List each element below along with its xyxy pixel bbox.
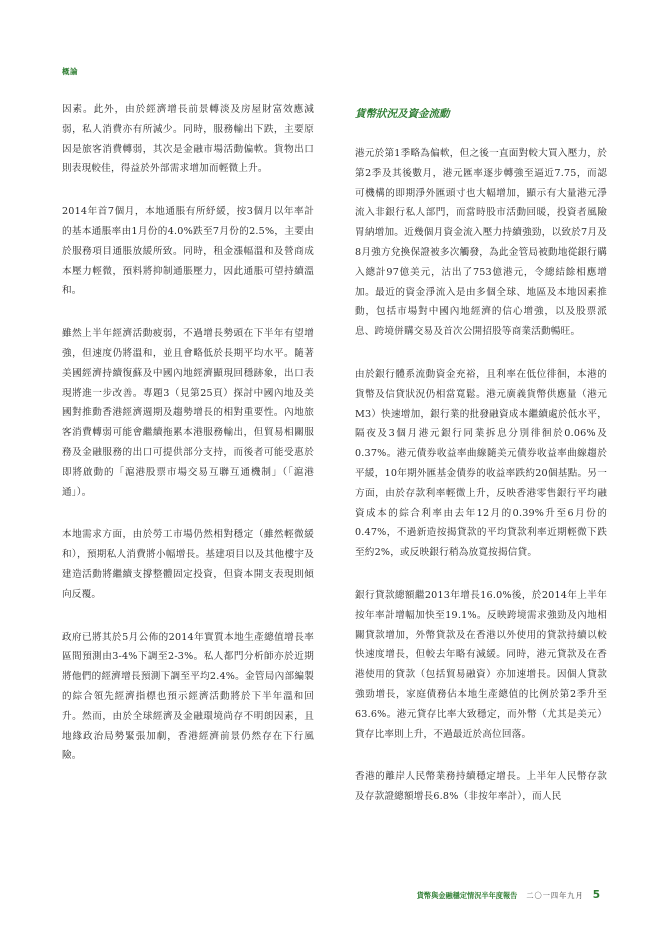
section-heading: 貨幣狀況及資金流動 xyxy=(355,108,450,120)
section-header: 概論 xyxy=(62,67,78,76)
paragraph: 本地需求方面，由於勞工市場仍然相對穩定（雖然輕微緩和），預期私人消費將小幅增長。基建項目以及其他樓宇及建造活動將繼續支撐整體固定投資，但資本開支表現則傾向反覆。 xyxy=(62,529,314,600)
page-number: 5 xyxy=(592,889,600,901)
paragraph: 因素。此外，由於經濟增長前景轉淡及房屋財富效應減弱，私人消費亦有所減少。同時，服務輸出下跌，主要原因是旅客消費轉弱，其次是金融市場活動偏軟。貨物出口則表現較佳，得益於外部需求增加而輕微上升。 xyxy=(62,104,314,175)
paragraph: 港元於第1季略為偏軟，但之後一直面對較大買入壓力，於第2季及其後數月，港元匯率逐步轉強至逼近7.75，而認可機構的即期淨外匯頭寸也大幅增加，顯示有大量港元淨流入非銀行私人部門，而當時股市活動回暖，投資者風險胃納增加。近幾個月資金流入壓力持續強勁，以致於7月及8月強方兌換保證被多次觸發，為此金管局被動地從銀行購入總計97億美元，沽出了753億港元，令總結餘相應增加。最近的資金淨流入是由多個全球、地區及本地因素推動，包括市場對中國內地經濟的信心增強，以及股票派息、跨境併購交易及首次公開招股等商業活動暢旺。 xyxy=(355,148,607,338)
paragraph: 政府已將其於5月公佈的2014年實質本地生產總值增長率區間預測由3-4%下調至2-3%。私人都門分析師亦於近期將他們的經濟增長預測下調至平均2.4%。金管局內部編製的綜合領先經濟指標也預示經濟活動將於下半年溫和回升。然而，由於全球經濟及金融環境尚存不明朗因素，且地緣政治局勢緊張加劇，香港經濟前景仍然存在下行風險。 xyxy=(62,631,314,762)
publication-title: 貨幣與金融穩定情況半年度報告 xyxy=(416,891,518,900)
paragraph: 香港的離岸人民幣業務持續穩定增長。上半年人民幣存款及存款證總額增長6.8%（非按年率計），而人民 xyxy=(355,771,607,803)
page-footer xyxy=(0,889,600,903)
left-column xyxy=(62,100,314,789)
paragraph: 雖然上半年經濟活動疲弱，不過增長勢頭在下半年有望增強，但速度仍將溫和，並且會略低於長期平均水平。隨著美國經濟持續復蘇及中國內地經濟顯現回穩跡象，出口表現將進一步改善。專題3（見第25頁）探討中國內地及美國對推動香港經濟週期及趨勢增長的相對重要性。內地旅客消費轉弱可能會繼續拖累本港服務輸出，但貿易相關服務及金融服務的出口可提供部分支持，而後者可能受惠於即將啟動的「滬港股票市場交易互聯互通機制」（「滬港通」）。 xyxy=(62,328,314,498)
right-column xyxy=(355,100,607,830)
paragraph: 2014年首7個月，本地通脹有所紓緩，按3個月以年率計的基本通脹率由1月份的4.0%跌至7月份的2.5%，主要由於服務項目通脹放緩所致。同時，租金漲幅溫和及營商成本壓力輕微，預料將抑制通脹壓力，因此通脹可望持續溫和。 xyxy=(62,206,314,297)
publication-date: 二〇一四年九月 xyxy=(526,891,584,900)
paragraph: 銀行貸款總額繼2013年增長16.0%後，於2014年上半年按年率計增幅加快至19.1%。反映跨境需求強勁及內地相關貸款增加，外幣貸款及在香港以外使用的貸款持續以較快速度增長，但較去年略有減緩。同時，港元貸款及在香港使用的貸款（包括貿易融資）亦加速增長。因個人貸款強勁增長，家庭債務佔本地生產總值的比例於第2季升至63.6%。港元貸存比率大致穩定，而外幣（尤其是美元）貸存比率則上升，不過最近於高位回落。 xyxy=(355,589,607,740)
paragraph: 由於銀行體系流動資金充裕，且利率在低位徘徊，本港的貨幣及信貸狀況仍相當寬鬆。港元廣義貨幣供應量（港元M3）快速增加，銀行業的批發融資成本繼續處於低水平，隔夜及3個月港元銀行同業拆息分別徘徊於0.06%及0.37%。港元債券收益率曲線隨美元債券收益率曲線趨於平緩，10年期外匯基金債券的收益率跌約20個基點。另一方面，由於存款利率輕微上升，反映香港零售銀行平均融資成本的綜合利率由去年12月的0.39%升至6月份的0.47%，不過新造按揭貸款的平均貸款利率近期輕微下跌至約2%，或反映銀行稍為放寬按揭信貸。 xyxy=(355,368,607,559)
